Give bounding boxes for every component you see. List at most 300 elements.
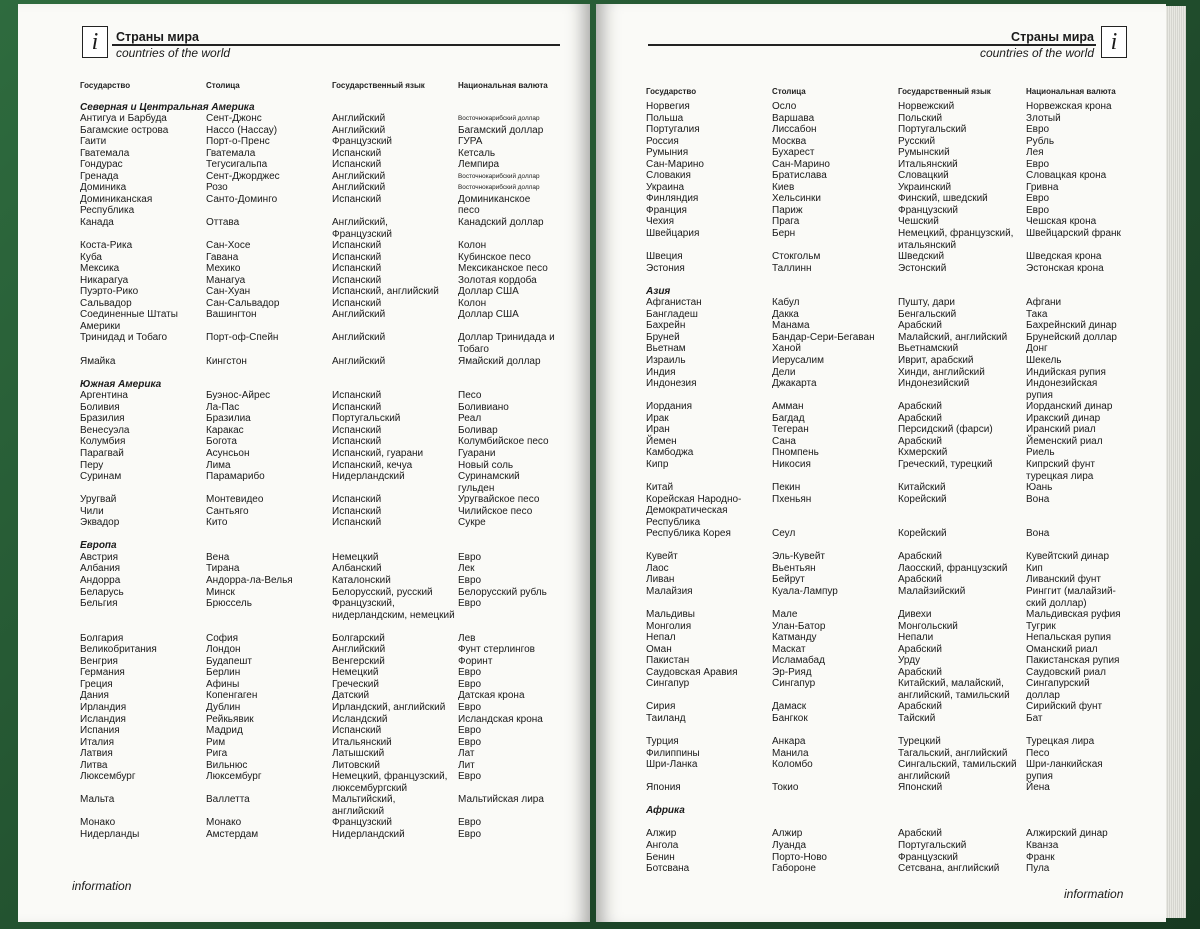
table-row: [646, 655, 1156, 667]
capital-cell: Сент-Джорджес: [206, 170, 280, 182]
language-cell: Немецкий: [332, 667, 379, 679]
language-cell: английский: [898, 770, 951, 782]
capital-cell: Манила: [772, 747, 809, 759]
currency-cell: Чилийское песо: [458, 505, 533, 517]
table-row: [646, 852, 1156, 864]
currency-cell: Доминиканское: [458, 193, 531, 205]
region-heading: Северная и Центральная Америка: [80, 101, 255, 113]
capital-cell: Гватемала: [206, 147, 256, 159]
country-cell: Таиланд: [646, 712, 686, 724]
table-row: [80, 309, 580, 321]
country-cell: Эквадор: [80, 517, 120, 529]
currency-cell: Непальская рупия: [1026, 632, 1112, 644]
currency-cell: Иорданский динар: [1026, 401, 1113, 413]
table-row: [646, 736, 1156, 748]
country-cell: Польша: [646, 112, 684, 124]
table-row: [80, 552, 580, 564]
table-row: [646, 863, 1156, 875]
capital-cell: Берлин: [206, 667, 241, 679]
language-cell: Каталонский: [332, 574, 391, 586]
country-cell: Шри-Ланка: [646, 759, 698, 771]
table-row: [80, 113, 580, 125]
currency-cell: Доллар США: [458, 309, 519, 321]
language-cell: Итальянский: [898, 158, 958, 170]
language-cell: Испанский: [332, 436, 382, 448]
capital-cell: Мехико: [206, 263, 241, 275]
currency-cell: Афгани: [1026, 297, 1062, 309]
capital-cell: Анкара: [772, 736, 806, 748]
country-cell: Перу: [80, 459, 104, 471]
country-cell: Тринидад и Тобаго: [80, 332, 168, 344]
table-row: [80, 240, 580, 252]
table-row: [80, 125, 580, 137]
language-cell: английский, тамильский: [898, 689, 1010, 701]
currency-cell: Швейцарский франк: [1026, 228, 1121, 240]
currency-cell: Ринггит (малайзий-: [1026, 585, 1116, 597]
currency-cell: Йеменский риал: [1026, 435, 1103, 447]
language-cell: Арабский: [898, 412, 942, 424]
currency-cell: Евро: [458, 771, 482, 783]
language-cell: Китайский, малайский,: [898, 678, 1004, 690]
country-cell: Япония: [646, 782, 681, 794]
language-cell: Малайзийский: [898, 585, 966, 597]
table-row: [646, 424, 1156, 436]
capital-cell: Стокгольм: [772, 251, 821, 263]
capital-cell: Ла-Пас: [206, 401, 240, 413]
currency-cell: Иракский динар: [1026, 412, 1101, 424]
language-cell: Ирландский, английский: [332, 701, 446, 713]
table-row: [646, 297, 1156, 309]
capital-cell: Варшава: [772, 112, 815, 124]
country-cell: Венгрия: [80, 655, 118, 667]
table-row: [80, 690, 580, 702]
table-row: [80, 275, 580, 287]
country-cell: Ирак: [646, 412, 669, 424]
table-row: [646, 332, 1156, 344]
table-row: [646, 413, 1156, 425]
language-cell: Индонезийский: [898, 378, 970, 390]
table-row: [646, 632, 1156, 644]
language-cell: Сетсвана, английский: [898, 863, 1000, 875]
capital-cell: Богота: [206, 436, 237, 448]
table-row: [80, 587, 580, 599]
capital-cell: Маскат: [772, 643, 806, 655]
currency-cell: рупия: [1026, 770, 1053, 782]
currency-cell: Евро: [458, 725, 482, 737]
country-cell: Пуэрто-Рико: [80, 286, 139, 298]
language-cell: Арабский: [898, 828, 942, 840]
table-row: [80, 517, 580, 529]
country-cell: Гаити: [80, 136, 107, 148]
table-row: [646, 367, 1156, 379]
country-cell: Индия: [646, 366, 676, 378]
currency-cell: Евро: [458, 574, 482, 586]
language-cell: Испанский, гуарани: [332, 447, 424, 459]
capital-cell: Сан-Хуан: [206, 286, 251, 298]
table-row: [646, 251, 1156, 263]
language-cell: Испанский: [332, 401, 382, 413]
currency-cell: Евро: [458, 817, 482, 829]
country-cell: Монако: [80, 817, 116, 829]
capital-cell: Пномпень: [772, 447, 819, 459]
country-cell: Афганистан: [646, 297, 702, 309]
capital-cell: Багдад: [772, 412, 805, 424]
capital-cell: Бразилиа: [206, 413, 251, 425]
country-cell: Мальдивы: [646, 609, 695, 621]
currency-cell: Суринамский: [458, 471, 520, 483]
capital-cell: Каракас: [206, 424, 244, 436]
country-cell: Индонезия: [646, 378, 697, 390]
language-cell: Нидерландский: [332, 471, 405, 483]
country-cell: Лаос: [646, 562, 669, 574]
region-heading: Африка: [646, 805, 685, 817]
capital-cell: Исламабад: [772, 655, 825, 667]
country-cell: Саудовская Аравия: [646, 666, 738, 678]
language-cell: Пушту, дари: [898, 297, 956, 309]
capital-cell: Прага: [772, 216, 800, 228]
language-cell: Испанский, английский: [332, 286, 439, 298]
currency-cell: Евро: [458, 598, 482, 610]
row-spacer: [646, 794, 1156, 806]
country-cell: Соединенные Штаты: [80, 309, 178, 321]
capital-cell: Амман: [772, 401, 804, 413]
capital-cell: Ханой: [772, 343, 801, 355]
language-cell: Арабский: [898, 701, 942, 713]
language-cell: Испанский: [332, 193, 382, 205]
country-cell: Швеция: [646, 251, 683, 263]
currency-cell: Лек: [458, 563, 475, 575]
capital-cell: Дакка: [772, 308, 799, 320]
table-row: [646, 436, 1156, 448]
row-spacer: [80, 529, 580, 541]
table-row: [646, 505, 1156, 517]
currency-cell: Сирийский фунт: [1026, 701, 1103, 713]
currency-cell: Евро: [1026, 158, 1050, 170]
language-cell: Албанский: [332, 563, 382, 575]
currency-cell: ГУРА: [458, 136, 483, 148]
table-row: [646, 182, 1156, 194]
country-cell: Исландия: [80, 713, 126, 725]
table-row: [80, 298, 580, 310]
language-cell: Немецкий: [332, 551, 379, 563]
language-cell: Французский,: [332, 598, 395, 610]
table-row: [80, 286, 580, 298]
capital-cell: Сан-Марино: [772, 158, 830, 170]
currency-cell: турецкая лира: [1026, 470, 1094, 482]
language-cell: люксембургский: [332, 782, 408, 794]
table-row: [646, 678, 1156, 690]
table-row: [646, 551, 1156, 563]
language-cell: Португальский: [898, 124, 967, 136]
capital-cell: Копенгаген: [206, 690, 258, 702]
table-row: [80, 783, 580, 795]
header-title-en: countries of the world: [979, 46, 1094, 60]
capital-cell: Бейрут: [772, 574, 805, 586]
language-cell: Испанский: [332, 424, 382, 436]
capital-cell: Буэнос-Айрес: [206, 390, 271, 402]
language-cell: Шведский: [898, 251, 945, 263]
currency-cell: Кубинское песо: [458, 251, 531, 263]
table-row: [80, 448, 580, 460]
left-page-header: [18, 26, 590, 66]
country-cell: Республика: [80, 205, 135, 217]
language-cell: Чешский: [898, 216, 939, 228]
capital-cell: Таллинн: [772, 262, 812, 274]
capital-cell: Дели: [772, 366, 796, 378]
capital-cell: Монтевидео: [206, 494, 264, 506]
language-cell: Арабский: [898, 435, 942, 447]
capital-cell: Манагуа: [206, 274, 246, 286]
language-cell: Словацкий: [898, 170, 949, 182]
footer-label: information: [72, 879, 132, 893]
table-row: [646, 159, 1156, 171]
table-row: [80, 413, 580, 425]
table-row: [646, 598, 1156, 610]
country-cell: Сирия: [646, 701, 676, 713]
capital-cell: Люксембург: [206, 771, 262, 783]
currency-cell: Уругвайское песо: [458, 494, 540, 506]
column-header-language: Государственный язык: [332, 81, 425, 90]
capital-cell: Сент-Джонс: [206, 113, 262, 125]
table-row: [80, 229, 580, 241]
table-row: [646, 113, 1156, 125]
capital-cell: Дублин: [206, 701, 241, 713]
table-row: [80, 471, 580, 483]
country-cell: Чили: [80, 505, 104, 517]
table-row: [80, 321, 580, 333]
language-cell: Персидский (фарси): [898, 424, 993, 436]
currency-cell: Эстонская крона: [1026, 262, 1104, 274]
table-row: [646, 494, 1156, 506]
capital-cell: Париж: [772, 204, 803, 216]
currency-cell: Гуарани: [458, 447, 496, 459]
capital-cell: Вильнюс: [206, 759, 248, 771]
country-cell: Кувейт: [646, 551, 678, 563]
capital-cell: Нассо (Нассау): [206, 124, 278, 136]
capital-cell: Вьентьян: [772, 562, 816, 574]
row-spacer: [80, 367, 580, 379]
capital-cell: Мадрид: [206, 725, 243, 737]
capital-cell: Бангкок: [772, 712, 808, 724]
country-cell: Куба: [80, 251, 102, 263]
table-row: [646, 748, 1156, 760]
region-heading: Южная Америка: [80, 378, 162, 390]
country-cell: Ангола: [646, 840, 679, 851]
country-cell: Алжир: [646, 828, 677, 840]
currency-cell: Багамский доллар: [458, 124, 544, 136]
currency-cell: Кип: [1026, 562, 1043, 574]
capital-cell: София: [206, 632, 239, 644]
language-cell: Испанский, кечуа: [332, 459, 413, 471]
currency-cell: Лит: [458, 759, 475, 771]
currency-cell: Евро: [458, 678, 482, 690]
capital-cell: Эль-Кувейт: [772, 551, 825, 563]
country-cell: Норвегия: [646, 101, 690, 112]
table-row: [646, 644, 1156, 656]
table-row: [646, 609, 1156, 621]
language-cell: Арабский: [898, 320, 942, 332]
country-cell: Болгария: [80, 632, 124, 644]
table-row: [646, 471, 1156, 483]
table-row: [80, 610, 580, 622]
currency-cell: Лев: [458, 632, 476, 644]
capital-cell: Лима: [206, 459, 231, 471]
currency-cell: Норвежская крона: [1026, 101, 1112, 112]
country-cell: Доминиканская: [80, 193, 153, 205]
capital-cell: Асунсьон: [206, 447, 250, 459]
language-cell: Арабский: [898, 401, 942, 413]
language-cell: Лаосский, французский: [898, 562, 1008, 574]
country-cell: Иордания: [646, 401, 693, 413]
currency-cell: Евро: [458, 551, 482, 563]
info-icon: i: [82, 26, 108, 58]
table-row: [80, 760, 580, 772]
currency-cell: Песо: [1026, 747, 1050, 759]
table-row: [646, 759, 1156, 771]
table-row: [80, 644, 580, 656]
currency-cell: Индонезийская: [1026, 378, 1098, 390]
currency-cell: Юань: [1026, 482, 1053, 494]
table-row: [80, 656, 580, 668]
currency-cell: Восточнокарибский доллар: [458, 172, 540, 180]
table-row: [646, 771, 1156, 783]
table-row: [80, 806, 580, 818]
capital-cell: Сантьяго: [206, 505, 249, 517]
table-row: [80, 633, 580, 645]
currency-cell: Шекель: [1026, 355, 1062, 367]
table-row: [646, 482, 1156, 494]
country-cell: Антигуа и Барбуда: [80, 113, 167, 125]
table-row: [80, 460, 580, 472]
country-cell: Аргентина: [80, 390, 128, 402]
currency-cell: Мальтийская лира: [458, 794, 544, 806]
currency-cell: Тугрик: [1026, 620, 1056, 632]
table-row: [80, 771, 580, 783]
language-cell: Хинди, английский: [898, 366, 985, 378]
language-cell: Английский: [332, 124, 386, 136]
currency-cell: Тобаго: [458, 344, 489, 356]
language-cell: Нидерландский: [332, 829, 405, 840]
row-spacer: [646, 817, 1156, 829]
country-cell: Иран: [646, 424, 670, 436]
country-cell: Португалия: [646, 124, 700, 136]
country-cell: Гватемала: [80, 147, 130, 159]
currency-cell: Канадский доллар: [458, 217, 544, 229]
header-title-ru: Страны мира: [1011, 30, 1094, 44]
row-spacer: [646, 725, 1156, 737]
language-cell: Латышский: [332, 748, 385, 760]
table-row: [646, 263, 1156, 275]
language-cell: Испанский: [332, 240, 382, 252]
table-row: [80, 402, 580, 414]
currency-cell: Гривна: [1026, 181, 1059, 193]
capital-cell: Порт-о-Пренс: [206, 136, 270, 148]
table-row: [80, 171, 580, 183]
language-cell: Испанский: [332, 494, 382, 506]
country-cell: Филиппины: [646, 747, 700, 759]
language-cell: Сингальский, тамильский: [898, 759, 1017, 771]
capital-cell: Мале: [772, 609, 798, 621]
currency-cell: Кетсаль: [458, 147, 496, 159]
table-row: [646, 240, 1156, 252]
currency-cell: Индийская рупия: [1026, 366, 1106, 378]
language-cell: Английский: [332, 113, 386, 125]
language-cell: итальянский: [898, 239, 957, 251]
currency-cell: Фунт стерлингов: [458, 644, 535, 656]
currency-cell: Доллар США: [458, 286, 519, 298]
currency-cell: Лат: [458, 748, 475, 760]
country-cell: Финляндия: [646, 193, 699, 205]
currency-cell: Йена: [1026, 782, 1050, 794]
language-cell: Французский: [332, 136, 392, 148]
country-cell: Люксембург: [80, 771, 136, 783]
currency-cell: Колон: [458, 240, 487, 252]
table-row: [646, 343, 1156, 355]
country-cell: Парагвай: [80, 447, 124, 459]
country-cell: Бенин: [646, 851, 675, 863]
currency-cell: Кипрский фунт: [1026, 458, 1095, 470]
country-cell: Ботсвана: [646, 863, 690, 875]
table-row: [80, 679, 580, 691]
country-cell: Непал: [646, 632, 676, 644]
table-row: [80, 794, 580, 806]
currency-cell: Франк: [1026, 851, 1055, 863]
country-cell: Доминика: [80, 182, 127, 194]
language-cell: Английский: [332, 355, 386, 367]
currency-cell: рупия: [1026, 389, 1053, 401]
language-cell: Английский: [332, 309, 386, 321]
language-cell: Английский: [332, 170, 386, 182]
country-cell: Уругвай: [80, 494, 117, 506]
country-cell: Сальвадор: [80, 297, 132, 309]
capital-cell: Токио: [772, 782, 799, 794]
language-cell: Испанский: [332, 725, 382, 737]
language-cell: Испанский: [332, 159, 382, 171]
currency-cell: Чешская крона: [1026, 216, 1097, 228]
column-header-currency: Национальная валюта: [1026, 87, 1116, 96]
capital-cell: Рим: [206, 736, 226, 748]
capital-cell: Лондон: [206, 644, 241, 656]
language-cell: Венгерский: [332, 655, 385, 667]
currency-cell: Боливар: [458, 424, 498, 436]
capital-cell: Валлетта: [206, 794, 250, 806]
table-row: [80, 494, 580, 506]
capital-cell: Манама: [772, 320, 810, 332]
capital-cell: Лиссабон: [772, 124, 817, 136]
table-row: [80, 159, 580, 171]
currency-cell: Исландская крона: [458, 713, 543, 725]
language-cell: Арабский: [898, 551, 942, 563]
table-row: [80, 436, 580, 448]
currency-cell: Евро: [1026, 193, 1050, 205]
table-row: [646, 713, 1156, 725]
capital-cell: Хельсинки: [772, 193, 822, 205]
table-row: [646, 378, 1156, 390]
country-cell: Бельгия: [80, 598, 118, 610]
country-cell: Багамские острова: [80, 124, 169, 136]
language-cell: Португальский: [898, 840, 967, 851]
table-row: [646, 136, 1156, 148]
table-row: [80, 829, 580, 841]
language-cell: Испанский: [332, 263, 382, 275]
table-row: [80, 148, 580, 160]
table-row: [646, 701, 1156, 713]
table-row: [80, 136, 580, 148]
right-page: [596, 4, 1166, 922]
country-cell: Гондурас: [80, 159, 123, 171]
row-spacer: [80, 90, 580, 102]
language-cell: нидерландским, немецкий: [332, 609, 455, 621]
